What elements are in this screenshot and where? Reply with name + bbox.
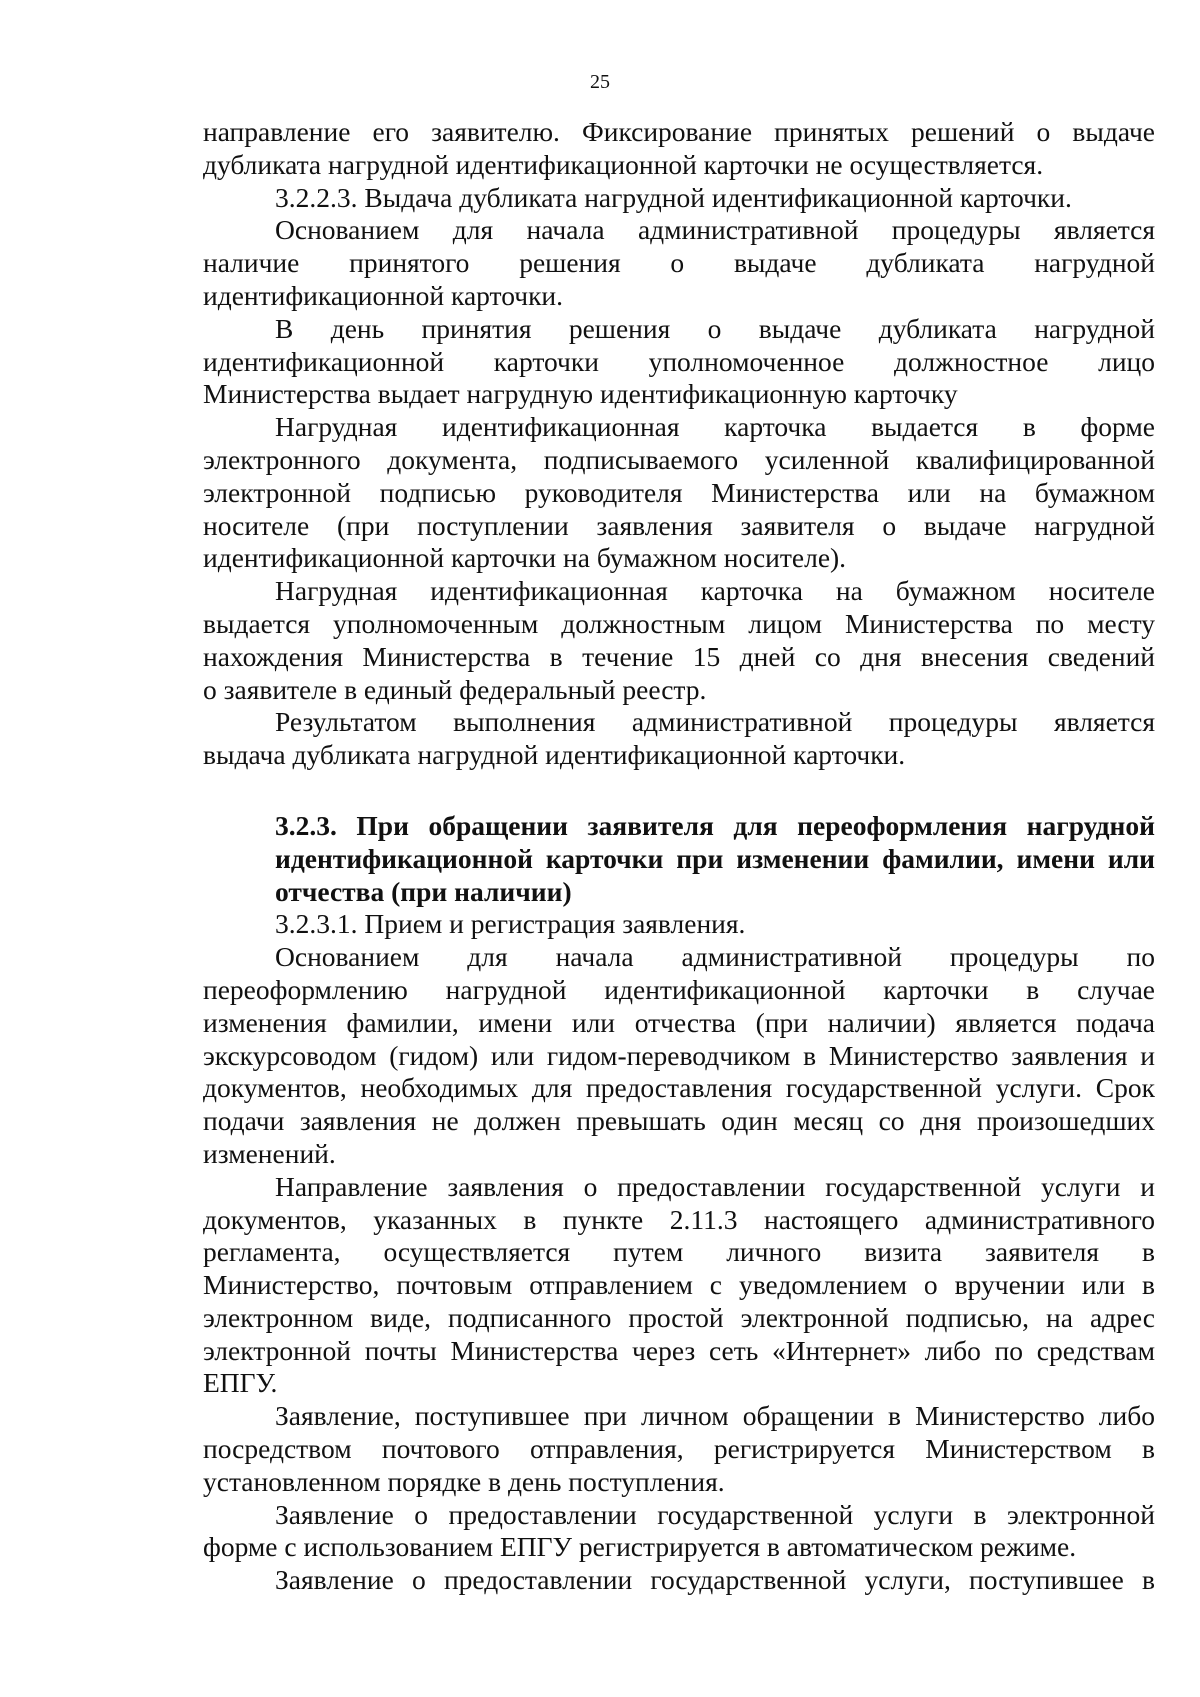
- paragraph: [203, 214, 1155, 312]
- text-line: Нагрудная идентификационная карточка выдается в форме: [275, 411, 1155, 443]
- text-line: Результатом выполнения административной процедуры является: [275, 706, 1155, 738]
- text-line: изменения фамилии, имени или отчества (при наличии) является подача: [203, 1006, 1155, 1038]
- text-line: переоформлению нагрудной идентификационной карточки в случае: [203, 973, 1155, 1005]
- text-line: Заявление о предоставлении государственной услуги в электронной: [275, 1498, 1155, 1530]
- section-heading: [203, 810, 1155, 908]
- text-line: идентификационной карточки.: [203, 279, 564, 311]
- text-line: Основанием для начала административной процедуры по: [275, 941, 1155, 973]
- text-line: В день принятия решения о выдаче дубликата нагрудной: [275, 312, 1155, 344]
- paragraphs-after-heading: [203, 908, 1155, 1597]
- text-line: электронном виде, подписанного простой электронной подписью, на адрес: [203, 1301, 1155, 1333]
- text-line: дубликата нагрудной идентификационной карточки не осуществляется.: [203, 148, 1044, 180]
- heading-line: идентификационной карточки при изменении фамилии, имени или: [275, 842, 1155, 874]
- heading-line: 3.2.3. При обращении заявителя для переоформления нагрудной: [275, 809, 1155, 841]
- paragraph: [203, 1499, 1155, 1565]
- text-line: 3.2.2.3. Выдача дубликата нагрудной идентификационной карточки.: [275, 181, 1072, 213]
- text-line: электронного документа, подписываемого усиленной квалифицированной: [203, 443, 1155, 475]
- heading-line: отчества (при наличии): [275, 875, 572, 907]
- text-line: документов, необходимых для предоставления государственной услуги. Срок: [203, 1072, 1155, 1104]
- text-line: о заявителе в единый федеральный реестр.: [203, 673, 707, 705]
- paragraph: [203, 1400, 1155, 1498]
- paragraph: [203, 941, 1155, 1171]
- text-line: документов, указанных в пункте 2.11.3 настоящего административного: [203, 1203, 1155, 1235]
- text-line: выдается уполномоченным должностным лицом Министерства по месту: [203, 607, 1155, 639]
- document-body: [203, 116, 1155, 1597]
- paragraph: [203, 182, 1155, 215]
- paragraph: [203, 1171, 1155, 1401]
- text-line: нахождения Министерства в течение 15 дней со дня внесения сведений: [203, 640, 1155, 672]
- text-line: Министерство, почтовым отправлением с уведомлением о вручении или в: [203, 1269, 1155, 1301]
- text-line: форме с использованием ЕПГУ регистрируется в автоматическом режиме.: [203, 1531, 1077, 1563]
- text-line: 3.2.3.1. Прием и регистрация заявления.: [275, 908, 746, 940]
- text-line: электронной подписью руководителя Министерства или на бумажном: [203, 476, 1155, 508]
- paragraph: [203, 908, 1155, 941]
- text-line: Министерства выдает нагрудную идентификационную карточку: [203, 378, 958, 410]
- text-line: Нагрудная идентификационная карточка на бумажном носителе: [275, 575, 1155, 607]
- paragraph: [203, 706, 1155, 772]
- text-line: экскурсоводом (гидом) или гидом-переводчиком в Министерство заявления и: [203, 1039, 1155, 1071]
- paragraph: [203, 575, 1155, 706]
- text-line: электронной почты Министерства через сеть «Интернет» либо по средствам: [203, 1334, 1155, 1366]
- paragraph: [203, 313, 1155, 411]
- text-line: подачи заявления не должен превышать один месяц со дня произошедших: [203, 1105, 1155, 1137]
- text-line: Заявление, поступившее при личном обращении в Министерство либо: [275, 1400, 1155, 1432]
- paragraph: [203, 116, 1155, 182]
- page-number: 25: [590, 71, 610, 93]
- text-line: посредством почтового отправления, регистрируется Министерством в: [203, 1433, 1155, 1465]
- paragraphs-before-heading: [203, 116, 1155, 772]
- text-line: выдача дубликата нагрудной идентификационной карточки.: [203, 739, 906, 771]
- text-line: идентификационной карточки на бумажном носителе).: [203, 542, 847, 574]
- text-line: установленном порядке в день поступления.: [203, 1465, 725, 1497]
- text-line: изменений.: [203, 1137, 336, 1169]
- text-line: наличие принятого решения о выдаче дубликата нагрудной: [203, 247, 1155, 279]
- text-line: Заявление о предоставлении государственной услуги, поступившее в: [275, 1564, 1155, 1596]
- text-line: Направление заявления о предоставлении государственной услуги и: [275, 1170, 1155, 1202]
- text-line: ЕПГУ.: [203, 1367, 278, 1399]
- paragraph: [203, 411, 1155, 575]
- text-line: идентификационной карточки уполномоченное должностное лицо: [203, 345, 1155, 377]
- text-line: регламента, осуществляется путем личного визита заявителя в: [203, 1236, 1155, 1268]
- paragraph: [203, 1564, 1155, 1597]
- text-line: направление его заявителю. Фиксирование принятых решений о выдаче: [203, 116, 1155, 147]
- text-line: носителе (при поступлении заявления заявителя о выдаче нагрудной: [203, 509, 1155, 541]
- text-line: Основанием для начала административной процедуры является: [275, 214, 1155, 246]
